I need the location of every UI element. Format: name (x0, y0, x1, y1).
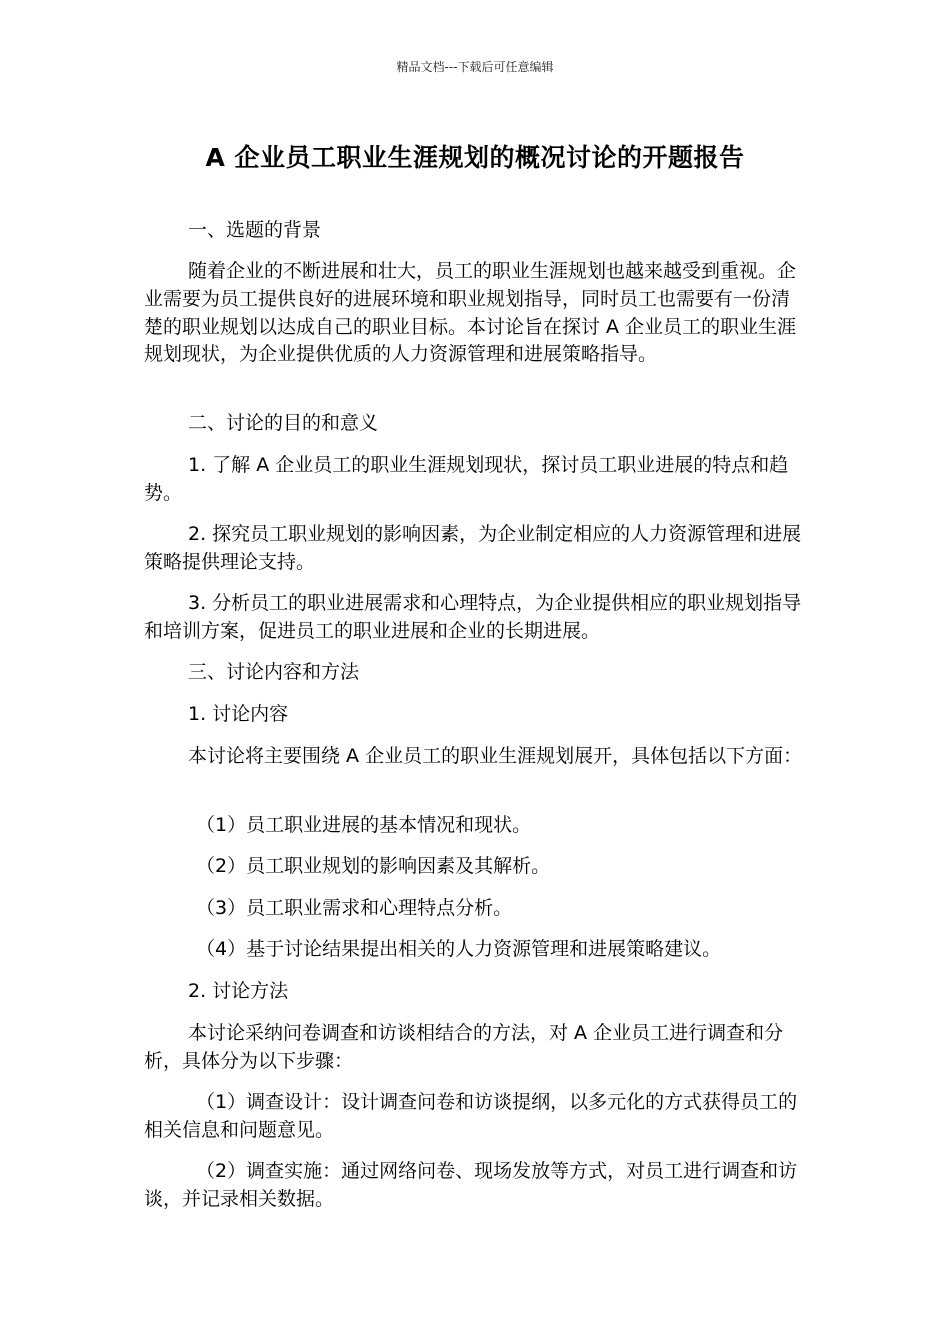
content-list-item: （4）基于讨论结果提出相关的人力资源管理和进展策略建议。 (196, 938, 722, 960)
paragraph-method-intro: 本讨论采纳问卷调查和访谈相结合的方法，对 A 企业员工进行调查和分析，具体分为以下步骤： (144, 1022, 784, 1072)
section-heading-background: 一、选题的背景 (188, 219, 322, 241)
purpose-item-2: 2. 探究员工职业规划的影响因素，为企业制定相应的人力资源管理和进展策略提供理论支持。 (144, 523, 802, 573)
page-title: A 企业员工职业生涯规划的概况讨论的开题报告 (205, 143, 745, 172)
paragraph-content-intro: 本讨论将主要围绕 A 企业员工的职业生涯规划展开，具体包括以下方面： (188, 745, 803, 767)
paragraph-background: 随着企业的不断进展和壮大，员工的职业生涯规划也越来越受到重视。企业需要为员工提供良好的进展环境和职业规划指导，同时员工也需要有一份清楚的职业规划以达成自己的职业目标。本讨论旨在探讨 A 企业员工的职业生涯规划现状，为企业提供优质的人力资源管理和进展策略指导。 (144, 260, 797, 366)
subheading-method: 2. 讨论方法 (188, 980, 289, 1002)
section-heading-content-method: 三、讨论内容和方法 (188, 661, 360, 683)
content-list-item: （1）员工职业进展的基本情况和现状。 (196, 814, 532, 836)
purpose-item-1: 1. 了解 A 企业员工的职业生涯规划现状，探讨员工职业进展的特点和趋势。 (144, 454, 789, 504)
section-heading-purpose: 二、讨论的目的和意义 (188, 412, 379, 434)
content-list-item: （3）员工职业需求和心理特点分析。 (196, 897, 513, 919)
purpose-item-3: 3. 分析员工的职业进展需求和心理特点，为企业提供相应的职业规划指导和培训方案，促进员工的职业进展和企业的长期进展。 (144, 592, 802, 642)
method-step-2: （2）调查实施：通过网络问卷、现场发放等方式，对员工进行调查和访谈，并记录相关数据。 (144, 1160, 798, 1210)
subheading-content: 1. 讨论内容 (188, 703, 289, 725)
content-list-item: （2）员工职业规划的影响因素及其解析。 (196, 855, 551, 877)
header-note: 精品文档---下载后可任意编辑 (396, 60, 554, 74)
method-step-1: （1）调查设计：设计调查问卷和访谈提纲，以多元化的方式获得员工的相关信息和问题意见。 (144, 1091, 798, 1141)
